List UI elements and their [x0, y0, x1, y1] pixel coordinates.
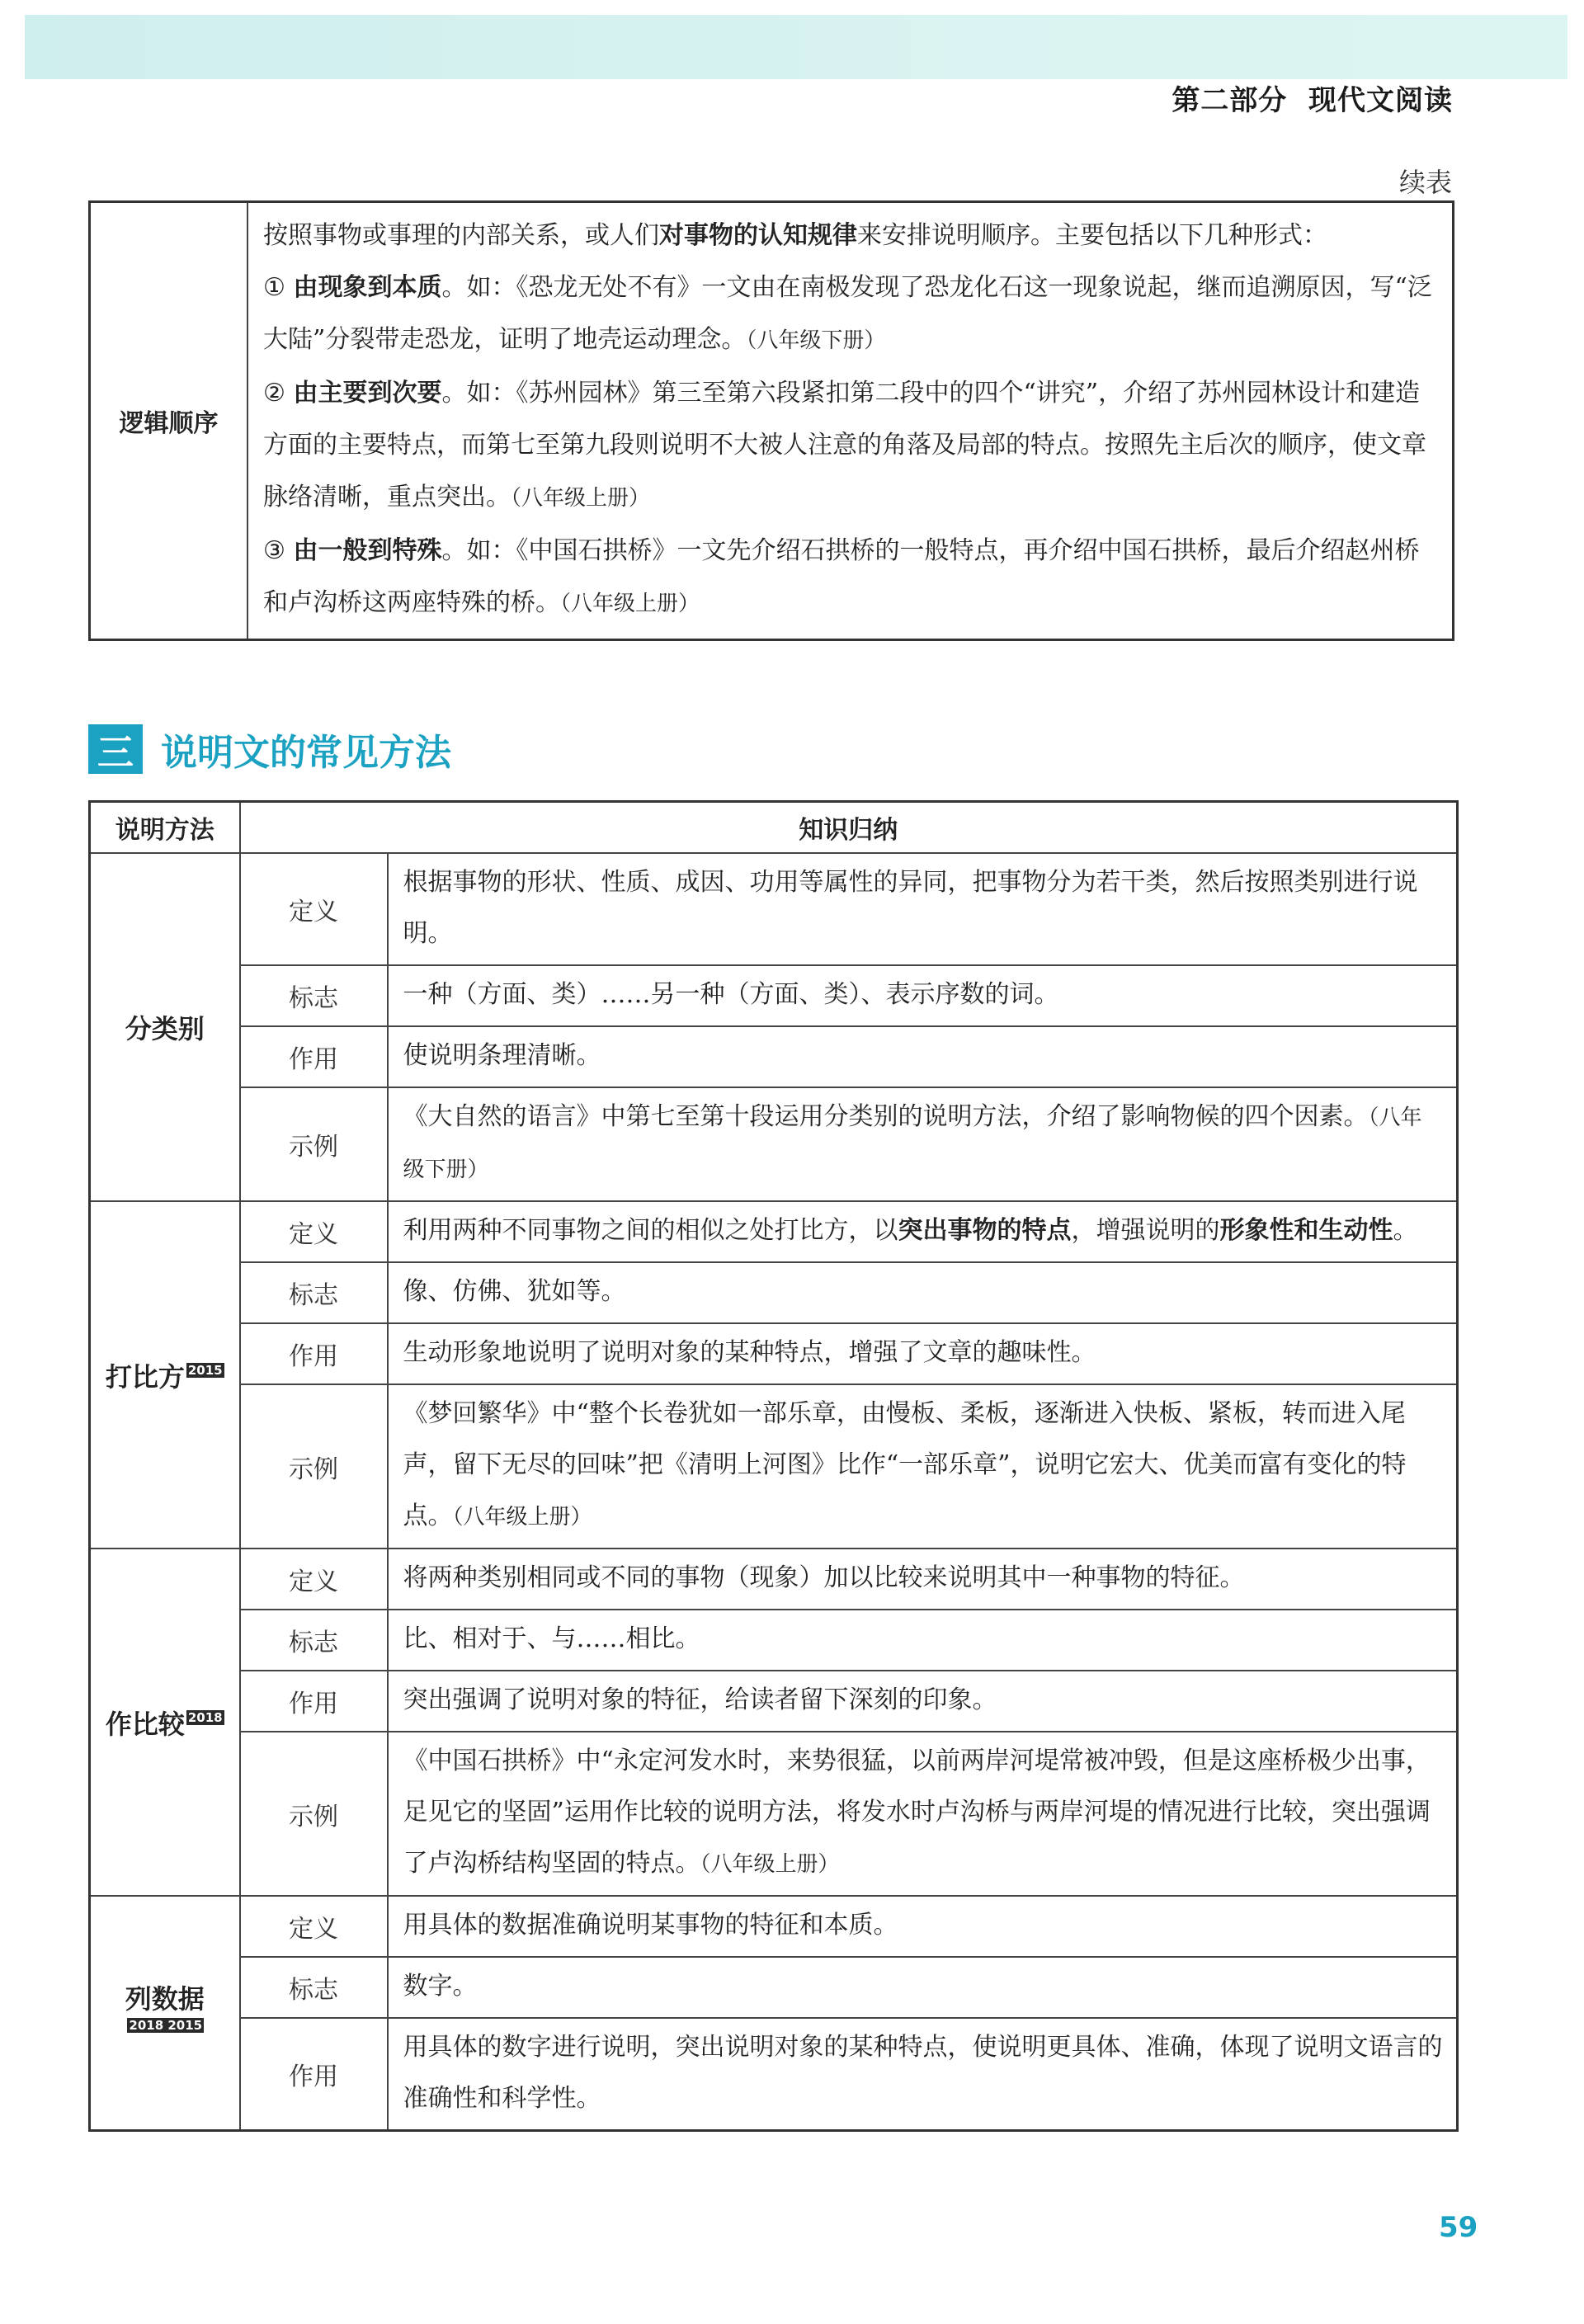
table-row — [90, 1201, 1458, 1262]
exam-year-tag: 2015 — [187, 1362, 223, 1378]
row-label-example: 示例 — [240, 1732, 388, 1896]
section-heading — [88, 722, 451, 776]
exam-year-tag: 2018 2015 — [129, 2018, 203, 2033]
row-label-marker: 标志 — [240, 965, 388, 1026]
method-classification: 分类别 — [90, 853, 240, 1201]
order-label: 逻辑顺序 — [90, 202, 248, 640]
row-label-marker: 标志 — [240, 1957, 388, 2018]
row-label-definition: 定义 — [240, 1896, 388, 1957]
row-label-marker: 标志 — [240, 1262, 388, 1323]
row-label-function: 作用 — [240, 1671, 388, 1732]
row-label-example: 示例 — [240, 1087, 388, 1201]
table-row — [90, 1957, 1458, 2018]
table-row — [90, 2018, 1458, 2131]
order-item: ② 由主要到次要。如：《苏州园林》第三至第六段紧扣第二段中的四个“讲究”，介绍了苏州园林设计和建造方面的主要特点，而第七至第九段则说明不大被人注意的角落及局部的特点。按照先主后次的顺序，使文章脉络清晰，重点突出。（八年级上册） — [263, 379, 1426, 511]
row-label-definition: 定义 — [240, 1201, 388, 1262]
classification-function: 使说明条理清晰。 — [388, 1026, 1458, 1087]
header-knowledge: 知识归纳 — [240, 802, 1458, 854]
comparison-example: 《中国石拱桥》中“永定河发水时，来势很猛，以前两岸河堤常被冲毁，但是这座桥极少出事，足见它的坚固”运用作比较的说明方法，将发水时卢沟桥与两岸河堤的情况进行比较，突出强调了卢沟桥结构坚固的特点。（八年级上册） — [388, 1732, 1458, 1896]
classification-definition: 根据事物的形状、性质、成因、功用等属性的异同，把事物分为若干类，然后按照类别进行说明。 — [388, 853, 1458, 965]
section-number-badge: 三 — [88, 724, 143, 774]
numbers-function: 用具体的数字进行说明，突出说明对象的某种特点，使说明更具体、准确，体现了说明文语言的准确性和科学性。 — [388, 2018, 1458, 2131]
table-row — [90, 853, 1458, 965]
methods-table — [88, 800, 1459, 2132]
table-row — [90, 1262, 1458, 1323]
classification-example: 《大自然的语言》中第七至第十段运用分类别的说明方法，介绍了影响物候的四个因素。（八年级下册） — [388, 1087, 1458, 1201]
row-label-function: 作用 — [240, 1026, 388, 1087]
numbers-definition: 用具体的数据准确说明某事物的特征和本质。 — [388, 1896, 1458, 1957]
classification-marker: 一种（方面、类）……另一种（方面、类）、表示序数的词。 — [388, 965, 1458, 1026]
row-label-definition: 定义 — [240, 1549, 388, 1610]
topic-label: 现代文阅读 — [1308, 84, 1453, 117]
method-numbers: 列数据2018 2015 — [90, 1896, 240, 2131]
header-method: 说明方法 — [90, 802, 240, 854]
comparison-marker: 比、相对于、与……相比。 — [388, 1610, 1458, 1671]
table-header-row — [90, 802, 1458, 854]
table-row — [90, 1087, 1458, 1201]
numbers-marker: 数字。 — [388, 1957, 1458, 2018]
analogy-function: 生动形象地说明了说明对象的某种特点，增强了文章的趣味性。 — [388, 1323, 1458, 1384]
part-label: 第二部分 — [1172, 84, 1288, 117]
table-row — [90, 1610, 1458, 1671]
analogy-definition: 利用两种不同事物之间的相似之处打比方，以突出事物的特点，增强说明的形象性和生动性。 — [388, 1201, 1458, 1262]
order-item: ③ 由一般到特殊。如：《中国石拱桥》一文先介绍石拱桥的一般特点，再介绍中国石拱桥，最后介绍赵州桥和卢沟桥这两座特殊的桥。（八年级上册） — [263, 536, 1420, 617]
row-label-marker: 标志 — [240, 1610, 388, 1671]
row-label-example: 示例 — [240, 1384, 388, 1549]
order-item: ① 由现象到本质。如：《恐龙无处不有》一文由在南极发现了恐龙化石这一现象说起，继而追溯原因，写“泛大陆”分裂带走恐龙，证明了地壳运动理念。（八年级下册） — [263, 273, 1432, 354]
table-row — [90, 1323, 1458, 1384]
continued-label: 续表 — [1398, 167, 1452, 198]
section-title: 说明文的常见方法 — [161, 732, 451, 774]
table-row — [90, 1896, 1458, 1957]
page-number: 59 — [1439, 2211, 1478, 2244]
header-band — [25, 15, 1568, 79]
method-analogy: 打比方 2015 — [90, 1201, 240, 1549]
table-row — [90, 1671, 1458, 1732]
row-label-function: 作用 — [240, 2018, 388, 2131]
order-table — [88, 200, 1454, 641]
order-content — [248, 202, 1454, 640]
row-label-definition: 定义 — [240, 853, 388, 965]
table-row — [90, 965, 1458, 1026]
analogy-marker: 像、仿佛、犹如等。 — [388, 1262, 1458, 1323]
table-row — [90, 1026, 1458, 1087]
order-intro: 按照事物或事理的内部关系，或人们对事物的认知规律来安排说明顺序。主要包括以下几种形式： — [263, 221, 1327, 250]
comparison-function: 突出强调了说明对象的特征，给读者留下深刻的印象。 — [388, 1671, 1458, 1732]
exam-year-tag: 2018 — [187, 1709, 223, 1725]
table-row — [90, 1384, 1458, 1549]
page-header-title — [1172, 78, 1453, 118]
analogy-example: 《梦回繁华》中“整个长卷犹如一部乐章，由慢板、柔板，逐渐进入快板、紧板，转而进入尾声，留下无尽的回味”把《清明上河图》比作“一部乐章”，说明它宏大、优美而富有变化的特点。（八年级上册） — [388, 1384, 1458, 1549]
table-row — [90, 1732, 1458, 1896]
method-comparison: 作比较 2018 — [90, 1549, 240, 1896]
comparison-definition: 将两种类别相同或不同的事物（现象）加以比较来说明其中一种事物的特征。 — [388, 1549, 1458, 1610]
row-label-function: 作用 — [240, 1323, 388, 1384]
table-row — [90, 1549, 1458, 1610]
